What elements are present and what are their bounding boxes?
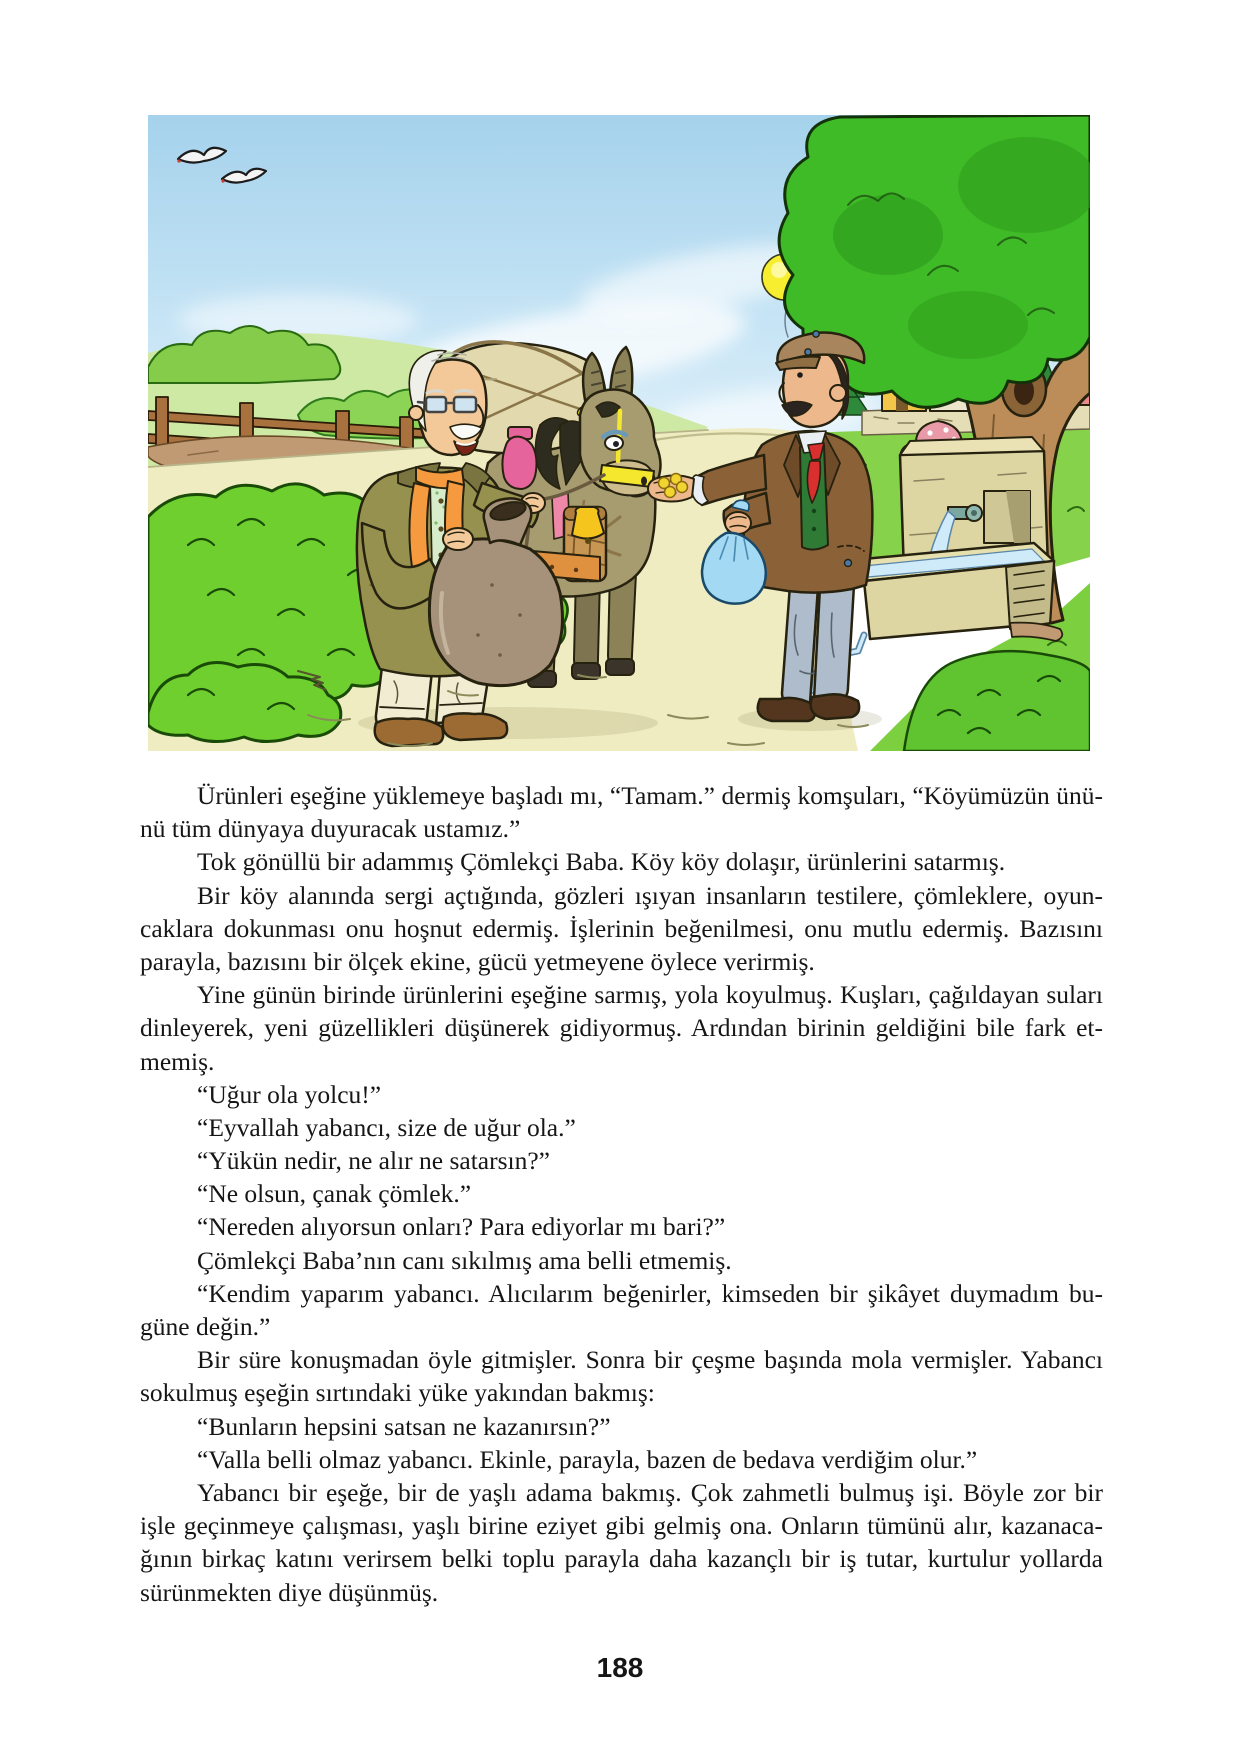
story-line: Bir süre konuşmadan öyle gitmişler. Sonra bir çeşme başında mola vermişler. Yabancı (197, 1345, 1103, 1375)
story-line: “Yükün nedir, ne alır ne satarsın?” (197, 1146, 551, 1176)
story-line: Tok gönüllü bir adammış Çömlekçi Baba. Köy köy dolaşır, ürünlerini satarmış. (197, 847, 1006, 877)
story-line: Çömlekçi Baba’nın canı sıkılmış ama belli etmemiş. (197, 1245, 732, 1275)
story-line: “Valla belli olmaz yabancı. Ekinle, parayla, bazen de bedava verdiğim olur.” (197, 1444, 978, 1474)
story-illustration (148, 115, 1090, 751)
story-line: sürünmekten diye düşünmüş. (140, 1577, 439, 1607)
story-line: caklara dokunması onu hoşnut edermiş. İşlerinin beğenilmesi, onu mutlu edermiş. Bazısını (140, 913, 1103, 943)
story-line: Yabancı bir eşeğe, bir de yaşlı adama bakmış. Çok zahmetli bulmuş işi. Böyle zor bir (197, 1477, 1103, 1507)
story-line: “Bunların hepsini satsan ne kazanırsın?” (197, 1411, 611, 1441)
story-line: nü tüm dünyaya duyuracak ustamız.” (140, 814, 521, 844)
story-line: ğının birkaç katını verirsem belki toplu parayla daha kazançlı bir iş tutar, kurtulur yollarda (140, 1544, 1103, 1574)
story-line: “Ne olsun, çanak çömlek.” (197, 1179, 472, 1209)
story-line: dinleyerek, yeni güzellikleri düşünerek gidiyormuş. Ardından birinin geldiğini bile fark et- (140, 1013, 1103, 1043)
bush-right (904, 651, 1090, 751)
story-text (140, 779, 1103, 1609)
story-line: sokulmuş eşeğin sırtındaki yüke yakından bakmış: (140, 1378, 655, 1408)
page-number: 188 (596, 1652, 644, 1683)
story-line: Yine günün birinde ürünlerini eşeğine sarmış, yola koyulmuş. Kuşları, çağıldayan suları (197, 980, 1103, 1010)
story-line: “Eyvallah yabancı, size de uğur ola.” (197, 1112, 576, 1142)
story-line: “Uğur ola yolcu!” (197, 1079, 382, 1109)
story-line: Bir köy alanında sergi açtığında, gözleri ışıyan insanların testilere, çömleklere, oyun- (197, 880, 1103, 910)
story-line: “Kendim yaparım yabancı. Alıcılarım beğenirler, kimseden bir şikâyet duymadım bu- (197, 1278, 1103, 1308)
story-line: işle geçinmeye çalışması, yaşlı birine eziyet gibi gelmiş ona. Onların tümünü alır, kazanaca- (140, 1511, 1103, 1541)
story-line: Ürünleri eşeğine yüklemeye başladı mı, “Tamam.” dermiş komşuları, “Köyümüzün ünü- (197, 781, 1103, 810)
story-line: parayla, bazısını bir ölçek ekine, gücü yetmeyene öylece verirmiş. (140, 946, 815, 976)
story-line: güne değin.” (140, 1312, 271, 1341)
story-line: “Nereden alıyorsun onları? Para ediyorlar mı bari?” (197, 1212, 726, 1242)
story-line: memiş. (140, 1046, 215, 1076)
